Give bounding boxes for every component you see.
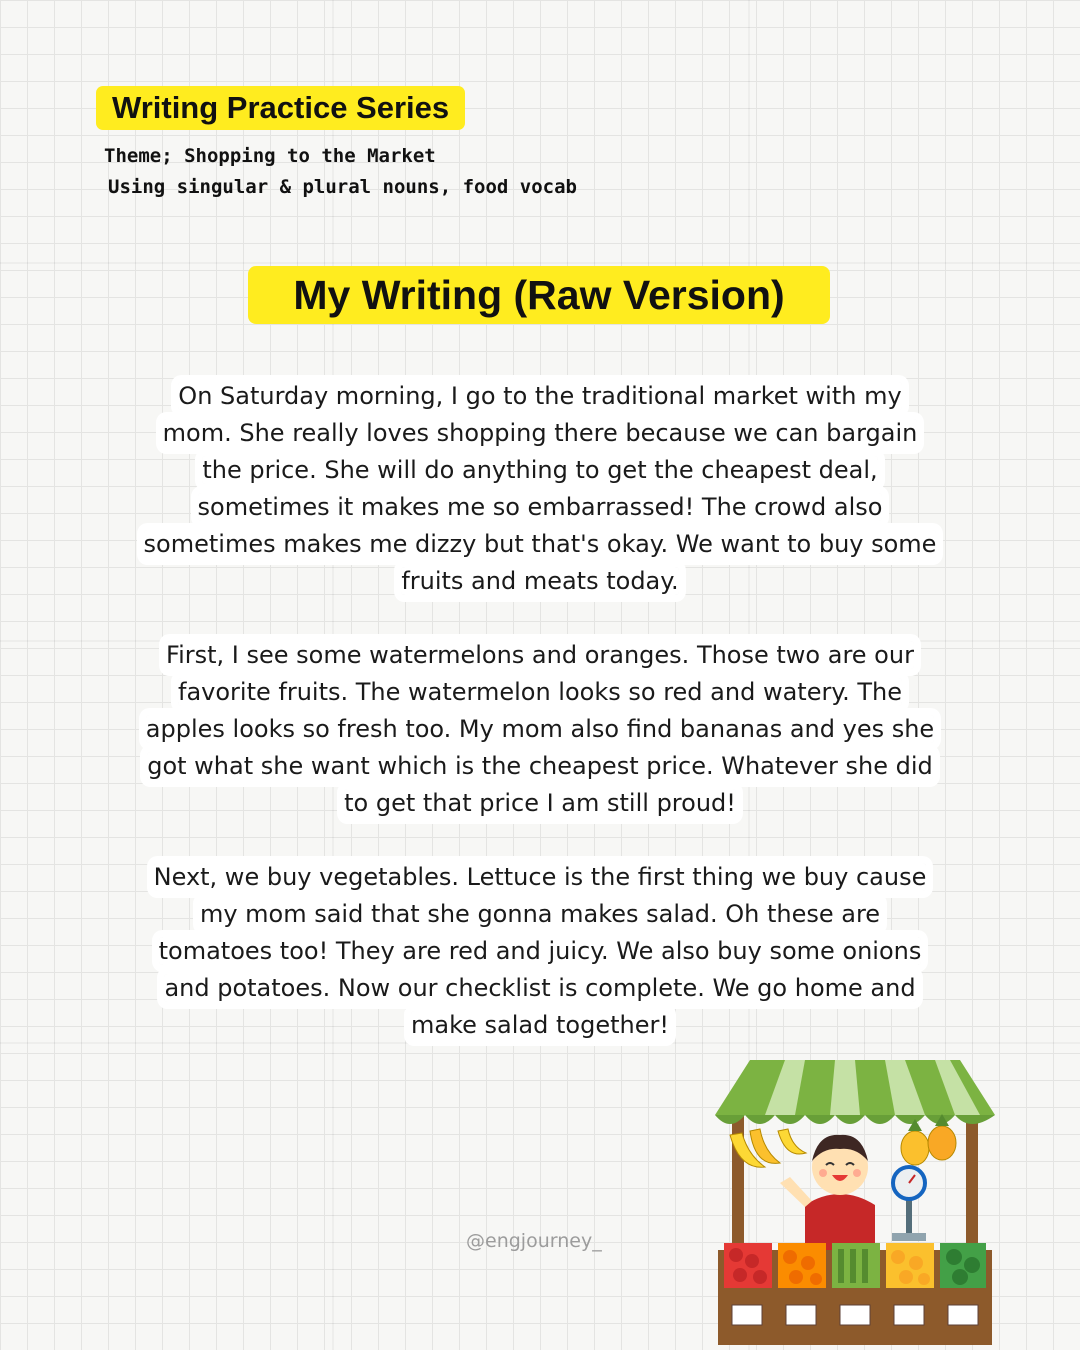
stall-post	[966, 1115, 978, 1265]
section-title-badge: My Writing (Raw Version)	[248, 266, 830, 324]
paragraph-text: Next, we buy vegetables. Lettuce is the first thing we buy cause my mom said that she gonna makes salad. Oh these are tomatoes too! They are red and juicy. We also buy some onions and potatoes. Now our checklist is complete. We go home and make salad together!	[153, 863, 927, 1039]
theme-line: Theme; Shopping to the Market	[104, 145, 436, 167]
scale-icon	[892, 1167, 926, 1241]
focus-line: Using singular & plural nouns, food vocab	[108, 176, 577, 198]
paragraph-vegetables	[140, 859, 940, 1044]
produce-crates	[724, 1243, 986, 1288]
paragraph-fruits	[140, 637, 940, 822]
paper-fold-line	[0, 262, 1080, 264]
paragraph-text: First, I see some watermelons and oranges. Those two are our favorite fruits. The watermelon looks so red and watery. The apples looks so fresh too. My mom also find bananas and yes she got what she want which is the cheapest price. Whatever she did to get that price I am still proud!	[145, 641, 935, 817]
paragraph-text: On Saturday morning, I go to the traditional market with my mom. She really loves shopping there because we can bargain the price. She will do anything to get the cheapest deal, sometimes it makes me so embarrassed! The crowd also sometimes makes me dizzy but that's okay. We want to buy some fruits and meats today.	[143, 382, 937, 595]
series-title-badge: Writing Practice Series	[96, 86, 465, 130]
awning	[715, 1060, 995, 1124]
author-handle: @engjourney_	[466, 1230, 602, 1252]
market-stall-illustration	[710, 1055, 1000, 1350]
paragraph-intro	[140, 378, 940, 600]
